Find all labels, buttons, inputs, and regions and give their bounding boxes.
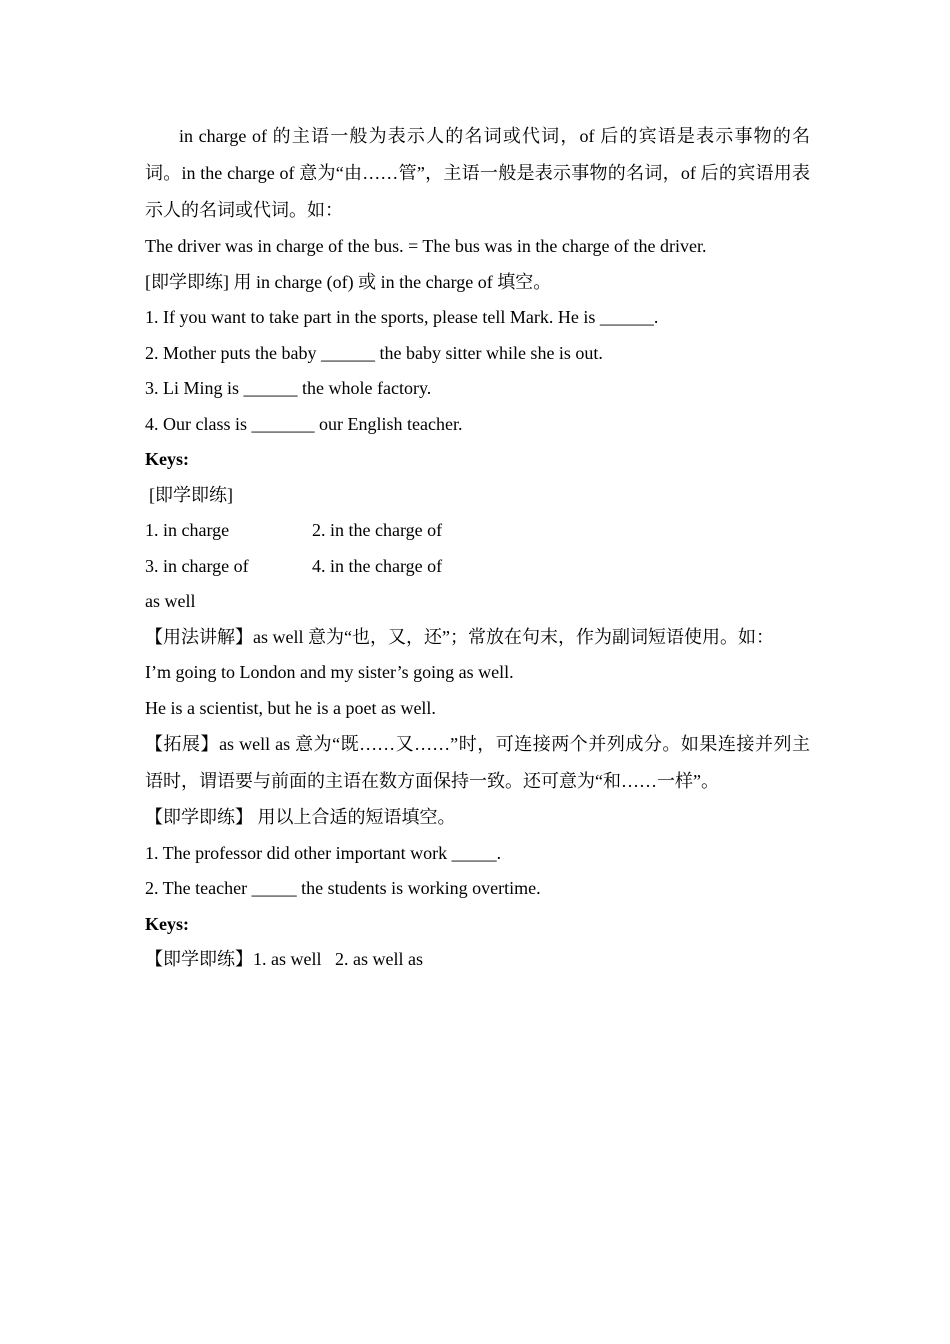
- key-2: 2. in the charge of: [312, 520, 443, 540]
- keys-row-2: [145, 549, 810, 585]
- keys-row-1: [145, 513, 810, 549]
- question-2-1: 1. The professor did other important work _____.: [145, 842, 502, 863]
- key-3: 3. in charge of: [145, 555, 249, 576]
- keys-label-2: Keys:: [145, 913, 189, 934]
- question-1-1: 1. If you want to take part in the sports, please tell Mark. He is ______.: [145, 307, 659, 327]
- in-charge-explanation: in charge of 的主语一般为表示人的名词或代词，of 后的宾语是表示事物的名词。in the charge of 意为“由……管”，主语一般是表示事物的名词，of 后的宾语用表示人的名词或代词。如：: [145, 126, 810, 220]
- question-1-3: 3. Li Ming is ______ the whole factory.: [145, 378, 432, 398]
- phrase-heading: as well: [145, 591, 196, 611]
- keys-practice-label: [即学即练]: [149, 484, 233, 505]
- question-2-2: 2. The teacher _____ the students is working overtime.: [145, 878, 541, 898]
- practice-title-2: 【即学即练】 用以上合适的短语填空。: [145, 807, 456, 827]
- document-page: [145, 118, 810, 978]
- as-well-example-1: I’m going to London and my sister’s going as well.: [145, 662, 514, 682]
- question-1-2: 2. Mother puts the baby ______ the baby sitter while she is out.: [145, 342, 603, 363]
- keys-label-1: Keys:: [145, 449, 189, 469]
- practice-title-1: [即学即练] 用 in charge (of) 或 in the charge of 填空。: [145, 271, 552, 292]
- key-1: 1. in charge: [145, 520, 230, 540]
- key-4: 4. in the charge of: [312, 555, 443, 576]
- question-1-4: 4. Our class is _______ our English teacher.: [145, 413, 463, 434]
- usage-explanation: 【用法讲解】as well 意为“也，又，还”；常放在句末，作为副词短语使用。如：: [145, 626, 774, 647]
- as-well-example-2: He is a scientist, but he is a poet as well.: [145, 697, 436, 718]
- in-charge-example: The driver was in charge of the bus. = The bus was in the charge of the driver.: [145, 236, 707, 256]
- keys-line-2: 【即学即练】1. as well 2. as well as: [145, 949, 423, 969]
- extension-explanation: 【拓展】as well as 意为“既……又……”时，可连接两个并列成分。如果连接并列主语时，谓语要与前面的主语在数方面保持一致。还可意为“和……一样”。: [145, 734, 810, 791]
